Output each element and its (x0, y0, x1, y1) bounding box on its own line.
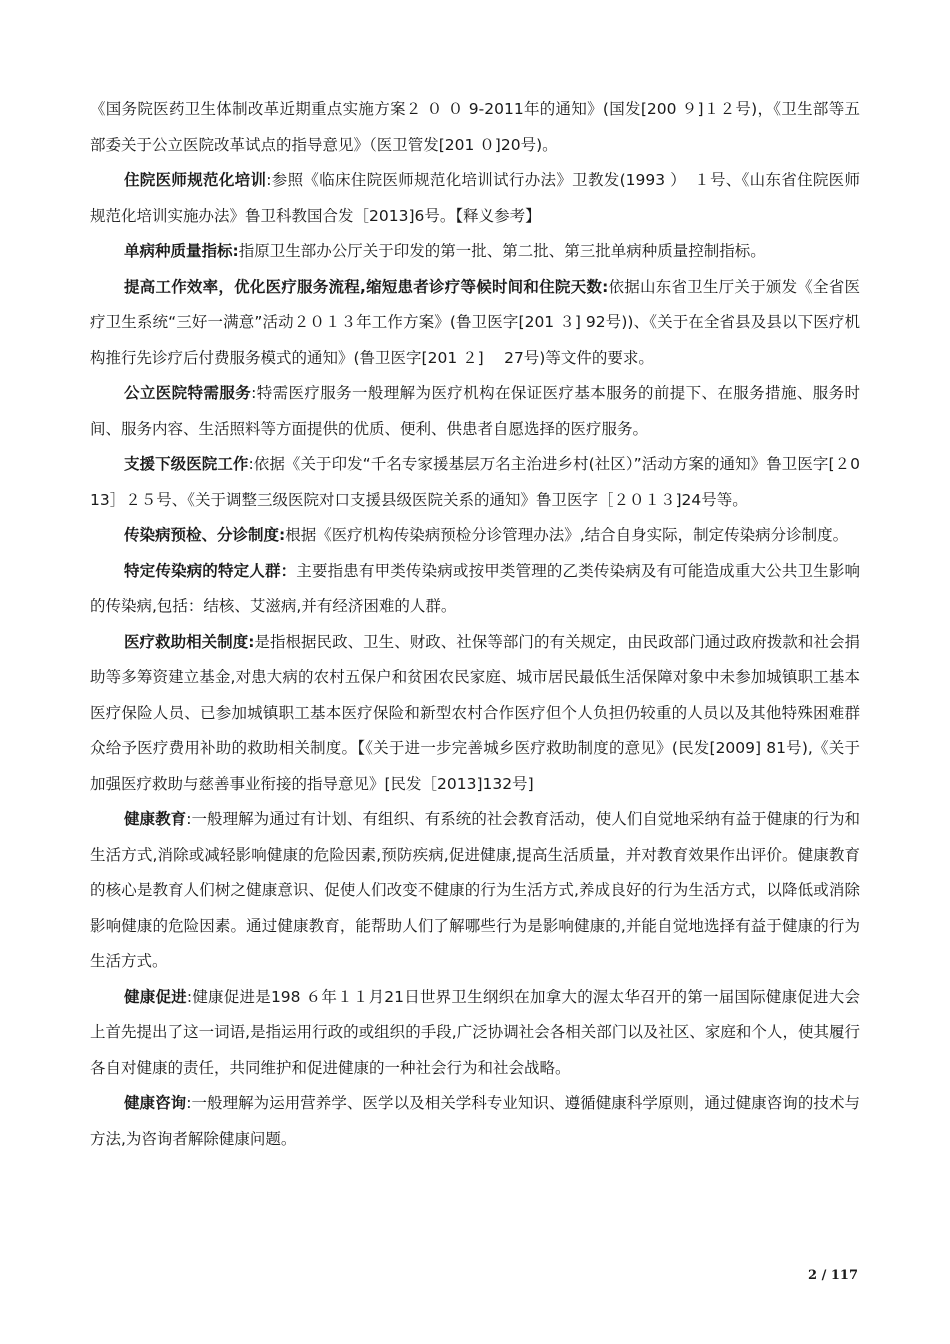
paragraph (90, 234, 860, 270)
paragraph-text: :健康促进是198 ６年１１月21日世界卫生纲织在加拿大的渥太华召开的第一届国际健康促进大会上首先提出了这一词语,是指运用行政的或组织的手段,广泛协调社会各相关部门以及社区、家庭和个人，使其履行各自对健康的责任，共同维护和促进健康的一种社会行为和社会战略。 (90, 987, 860, 1077)
paragraph-text: 依据山东省卫生厅关于颁发《全省医疗卫生系统“三好一满意”活动２０１３年工作方案》(鲁卫医字[201 ３] 92号))、《关于在全省县及县以下医疗机构推行先诊疗后付费服务模式的通知》(鲁卫医字[201 ２] 27号)等文件的要求。 (90, 277, 860, 367)
paragraph (90, 270, 860, 377)
paragraph-text: :依据《关于印发“千名专家援基层万名主治进乡村(社区）”活动方案的通知》鲁卫医字[２013］２５号、《关于调整三级医院对口支援县级医院关系的通知》鲁卫医字［２０１３]24号等。 (90, 455, 860, 509)
paragraph-term: 医疗救助相关制度: (124, 632, 255, 651)
paragraph-term: 特定传染病的特定人群： (124, 561, 297, 580)
paragraph-term: 公立医院特需服务 (124, 384, 252, 402)
paragraph-text: 根据《医疗机构传染病预检分诊管理办法》,结合自身实际，制定传染病分诊制度。 (285, 526, 849, 544)
paragraph (90, 625, 860, 803)
paragraph-term: 健康教育 (124, 810, 187, 828)
paragraph-text: 主要指患有甲类传染病或按甲类管理的乙类传染病及有可能造成重大公共卫生影响的传染病,包括：结核、艾滋病,并有经济困难的人群。 (90, 561, 860, 615)
paragraph-text: :一般理解为运用营养学、医学以及相关学科专业知识、遵循健康科学原则，通过健康咨询的技术与方法,为咨询者解除健康问题。 (90, 1094, 860, 1148)
paragraph-text: 指原卫生部办公厅关于印发的第一批、第二批、第三批单病种质量控制指标。 (238, 242, 766, 260)
paragraph (90, 376, 860, 447)
paragraph (90, 1086, 860, 1157)
paragraph-text: 《国务院医药卫生体制改革近期重点实施方案２ ０ ０ 9-2011年的通知》(国发[200 ９]１２号)，《卫生部等五部委关于公立医院改革试点的指导意见》（医卫管发[201 ０]20号)。 (90, 100, 860, 154)
paragraph (90, 518, 860, 554)
paragraph-term: 健康促进 (124, 987, 187, 1006)
paragraph-text: :特需医疗服务一般理解为医疗机构在保证医疗基本服务的前提下、在服务措施、服务时间、服务内容、生活照料等方面提供的优质、便利、供患者自愿选择的医疗服务。 (90, 384, 860, 438)
page-number: 2 / 117 (808, 1268, 858, 1283)
document-body (90, 92, 860, 1157)
paragraph-text: :参照《临床住院医师规范化培训试行办法》卫教发(1993 ） １号、《山东省住院医师规范化培训实施办法》鲁卫科教国合发［2013]6号。【释义参考】 (90, 171, 860, 225)
paragraph-text: :一般理解为通过有计划、有组织、有系统的社会教育活动，使人们自觉地采纳有益于健康的行为和生活方式,消除或减轻影响健康的危险因素,预防疾病,促进健康,提高生活质量，并对教育效果作出评价。健康教育的核心是教育人们树之健康意识、促使人们改变不健康的行为生活方式,养成良好的行为生活方式，以降低或消除影响健康的危险因素。通过健康教育，能帮助人们了解哪些行为是影响健康的,并能自觉地选择有益于健康的行为生活方式。 (90, 810, 860, 970)
paragraph (90, 802, 860, 980)
paragraph-term: 健康咨询 (124, 1094, 187, 1112)
paragraph (90, 447, 860, 518)
paragraph-term: 传染病预检、分诊制度: (124, 526, 286, 544)
paragraph (90, 980, 860, 1087)
paragraph-term: 支援下级医院工作 (124, 455, 249, 473)
paragraph-term: 提高工作效率，优化医疗服务流程,缩短患者诊疗等候时间和住院天数: (124, 277, 609, 296)
paragraph-term: 住院医师规范化培训 (124, 171, 267, 189)
paragraph-text: 是指根据民政、卫生、财政、社保等部门的有关规定，由民政部门通过政府拨款和社会捐助等多筹资建立基金,对患大病的农村五保户和贫困农民家庭、城市居民最低生活保障对象中未参加城镇职工基本医疗保险人员、已参加城镇职工基本医疗保险和新型农村合作医疗但个人负担仍较重的人员以及其他特殊困难群众给予医疗费用补助的救助相关制度。【《关于进一步完善城乡医疗救助制度的意见》(民发[2009] 81号),《关于加强医疗救助与慈善事业衔接的指导意见》[民发［2013]132号] (90, 632, 860, 793)
paragraph-term: 单病种质量指标: (124, 242, 239, 260)
paragraph (90, 163, 860, 234)
paragraph (90, 92, 860, 163)
paragraph (90, 554, 860, 625)
